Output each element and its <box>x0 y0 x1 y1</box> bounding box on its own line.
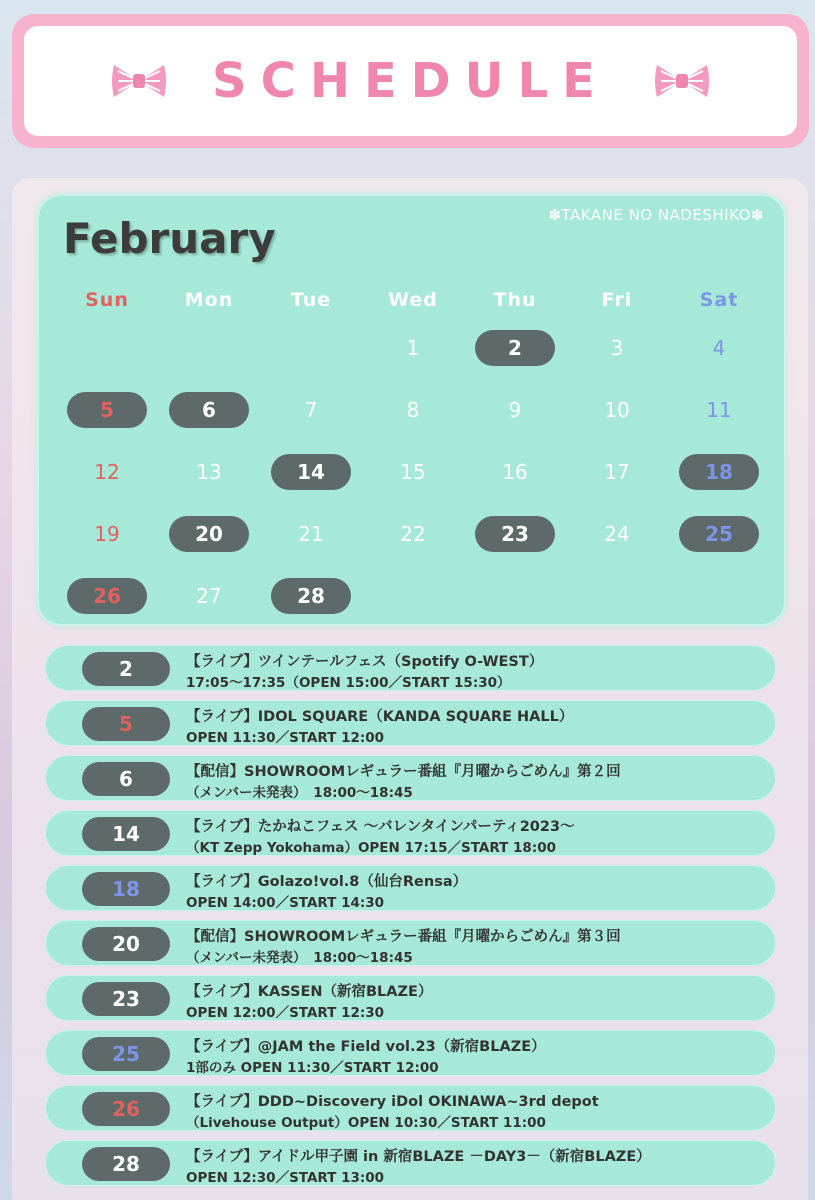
day-cell[interactable]: 13 <box>196 460 222 484</box>
event-title: 【ライブ】ツインテールフェス（Spotify O-WEST） <box>186 654 544 670</box>
day-cell[interactable]: 8 <box>406 398 420 422</box>
event-item[interactable] <box>45 865 776 911</box>
week-row <box>59 454 772 494</box>
event-date-badge: 6 <box>82 762 170 796</box>
month-title: February <box>63 214 276 263</box>
event-item[interactable] <box>45 810 776 856</box>
event-title: 【配信】SHOWROOMレギュラー番組『月曜からごめん』第２回 <box>186 764 621 780</box>
event-item[interactable] <box>45 700 776 746</box>
day-cell[interactable]: 3 <box>610 336 624 360</box>
event-item[interactable] <box>45 1030 776 1076</box>
event-date-badge: 2 <box>82 652 170 686</box>
event-time: （Livehouse Output）OPEN 10:30／START 11:00 <box>186 1115 546 1131</box>
day-cell[interactable]: 16 <box>502 460 528 484</box>
event-time: OPEN 11:30／START 12:00 <box>186 730 385 746</box>
event-title: 【ライブ】IDOL SQUARE（KANDA SQUARE HALL） <box>186 709 574 725</box>
day-cell[interactable]: 11 <box>706 398 732 422</box>
event-title: 【ライブ】KASSEN（新宿BLAZE） <box>186 984 433 1000</box>
event-date-badge: 14 <box>82 817 170 851</box>
event-title: 【ライブ】たかねこフェス 〜バレンタインパーティ2023〜 <box>186 819 575 835</box>
dow-thu: Thu <box>493 289 537 311</box>
event-time: （KT Zepp Yokohama）OPEN 17:15／START 18:00 <box>186 840 557 856</box>
day-of-week-row <box>59 282 772 322</box>
event-date-badge: 18 <box>82 872 170 906</box>
schedule-header <box>12 14 809 148</box>
day-cell[interactable]: 27 <box>196 584 222 608</box>
week-row <box>59 330 772 370</box>
event-item[interactable] <box>45 1140 776 1186</box>
dow-mon: Mon <box>184 289 234 311</box>
event-time: 1部のみ OPEN 11:30／START 12:00 <box>186 1060 439 1076</box>
event-date-badge: 5 <box>82 707 170 741</box>
event-time: OPEN 14:00／START 14:30 <box>186 895 385 911</box>
day-cell[interactable]: 1 <box>406 336 420 360</box>
day-cell[interactable]: 7 <box>304 398 318 422</box>
event-title: 【ライブ】@JAM the Field vol.23（新宿BLAZE） <box>186 1039 546 1055</box>
day-cell[interactable]: 9 <box>508 398 522 422</box>
day-cell-event[interactable]: 28 <box>271 578 351 614</box>
dow-tue: Tue <box>290 289 332 311</box>
event-time: （メンバー未発表） 18:00〜18:45 <box>186 785 413 801</box>
week-row <box>59 392 772 432</box>
week-row <box>59 516 772 556</box>
event-title: 【配信】SHOWROOMレギュラー番組『月曜からごめん』第３回 <box>186 929 621 945</box>
day-cell-event[interactable]: 23 <box>475 516 555 552</box>
day-cell-event[interactable]: 6 <box>169 392 249 428</box>
dow-fri: Fri <box>601 289 633 311</box>
month-calendar <box>37 194 786 626</box>
day-cell-event[interactable]: 26 <box>67 578 147 614</box>
event-item[interactable] <box>45 920 776 966</box>
event-time: （メンバー未発表） 18:00〜18:45 <box>186 950 413 966</box>
schedule-header-inner <box>24 26 797 136</box>
day-cell[interactable]: 17 <box>604 460 630 484</box>
day-cell[interactable]: 15 <box>400 460 426 484</box>
event-time: OPEN 12:30／START 13:00 <box>186 1170 385 1186</box>
day-cell-event[interactable]: 2 <box>475 330 555 366</box>
dow-sun: Sun <box>85 289 129 311</box>
day-cell[interactable]: 22 <box>400 522 426 546</box>
event-title: 【ライブ】Golazo!vol.8（仙台Rensa） <box>186 874 468 890</box>
week-row <box>59 578 772 618</box>
event-time: 17:05〜17:35（OPEN 15:00／START 15:30） <box>186 675 511 691</box>
event-item[interactable] <box>45 645 776 691</box>
event-item[interactable] <box>45 1085 776 1131</box>
event-title: 【ライブ】DDD~Discovery iDol OKINAWA~3rd depot <box>186 1094 599 1110</box>
dow-wed: Wed <box>388 289 438 311</box>
event-item[interactable] <box>45 755 776 801</box>
event-time: OPEN 12:00／START 12:30 <box>186 1005 385 1021</box>
day-cell[interactable]: 10 <box>604 398 630 422</box>
ribbon-bow-icon <box>653 59 711 103</box>
ribbon-bow-icon <box>110 59 168 103</box>
event-item[interactable] <box>45 975 776 1021</box>
day-cell-event[interactable]: 20 <box>169 516 249 552</box>
day-cell-event[interactable]: 25 <box>679 516 759 552</box>
day-cell[interactable]: 19 <box>94 522 120 546</box>
day-cell[interactable]: 24 <box>604 522 630 546</box>
event-title: 【ライブ】アイドル甲子園 in 新宿BLAZE －DAY3－（新宿BLAZE） <box>186 1149 651 1165</box>
event-date-badge: 20 <box>82 927 170 961</box>
day-cell[interactable]: 4 <box>712 336 726 360</box>
day-cell-event[interactable]: 14 <box>271 454 351 490</box>
day-cell-event[interactable]: 5 <box>67 392 147 428</box>
event-date-badge: 28 <box>82 1147 170 1181</box>
day-cell-event[interactable]: 18 <box>679 454 759 490</box>
event-date-badge: 25 <box>82 1037 170 1071</box>
event-date-badge: 23 <box>82 982 170 1016</box>
day-cell[interactable]: 21 <box>298 522 324 546</box>
event-date-badge: 26 <box>82 1092 170 1126</box>
page-title: SCHEDULE <box>212 53 609 109</box>
dow-sat: Sat <box>699 289 739 311</box>
day-cell[interactable]: 12 <box>94 460 120 484</box>
group-name: ✽TAKANE NO NADESHIKO✽ <box>548 206 764 224</box>
